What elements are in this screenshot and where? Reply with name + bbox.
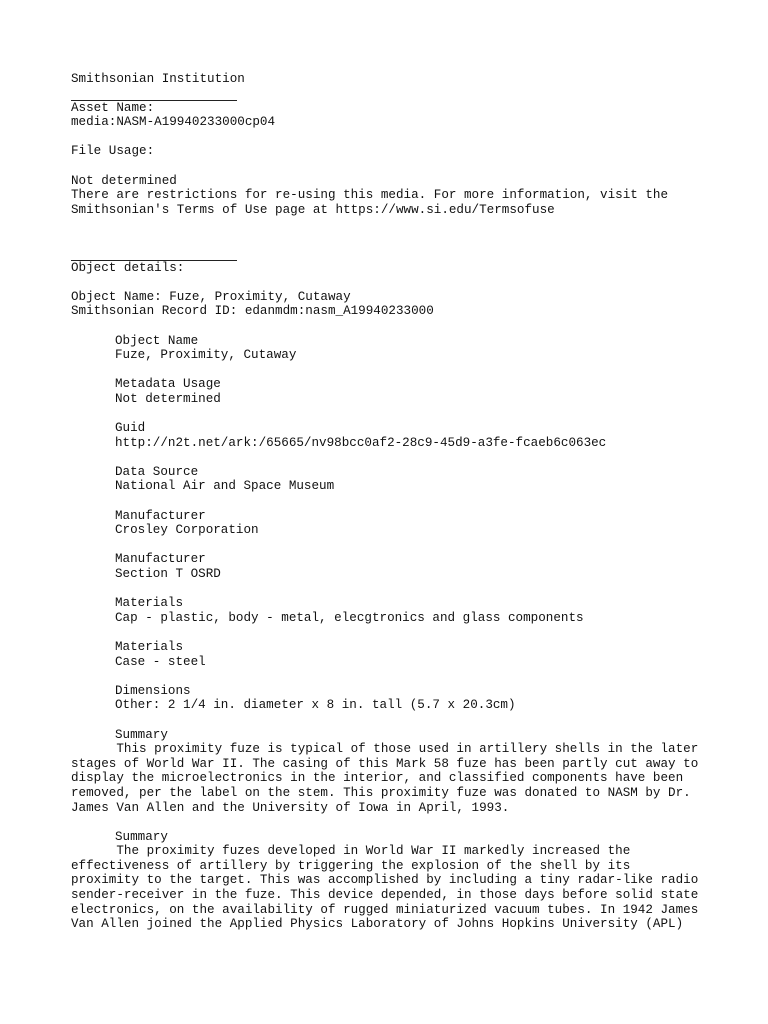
summary-line: removed, per the label on the stem. This proximity fuze was donated to NASM by Dr. [71,785,691,800]
summary-line: effectiveness of artillery by triggering the explosion of the shell by its [71,858,631,873]
field-value: Case - steel [115,654,206,669]
field-value: Cap - plastic, body - metal, elecgtronics and glass components [115,610,584,625]
object-details-heading: Object details: [71,260,185,275]
field-label: Manufacturer [115,552,206,567]
summary-line: electronics, on the availability of rugged miniaturized vacuum tubes. In 1942 James [71,902,699,917]
summary-label: Summary [115,829,168,844]
file-usage-label: File Usage: [71,144,155,159]
field-value: Crosley Corporation [115,523,259,538]
field-label: Data Source [115,464,199,479]
summary-line: James Van Allen and the University of Iowa in April, 1993. [71,800,510,815]
summary-line: This proximity fuze is typical of those used in artillery shells in the later [71,742,699,757]
divider [71,247,237,261]
usage-notice-line: There are restrictions for re-using this media. For more information, visit the [71,188,669,203]
field-value: Fuze, Proximity, Cutaway [115,348,297,363]
record-id-line: Smithsonian Record ID: edanmdm:nasm_A19940233000 [71,304,434,319]
field-label: Guid [115,421,146,436]
field-label: Metadata Usage [115,377,221,392]
summary-label: Summary [115,727,168,742]
institution-title: Smithsonian Institution [71,72,245,86]
asset-name-value: media:NASM-A19940233000cp04 [71,115,276,130]
field-label: Manufacturer [115,508,206,523]
field-label: Materials [115,596,184,611]
field-value: National Air and Space Museum [115,479,335,494]
summary-line: The proximity fuzes developed in World War II markedly increased the [71,844,631,859]
summary-line: display the microelectronics in the interior, and classified components have been [71,771,684,786]
usage-notice-line: Smithsonian's Terms of Use page at https://www.si.edu/Termsofuse [71,202,555,217]
document-page [71,72,721,932]
asset-name-label: Asset Name: [71,100,155,115]
summary-line: stages of World War II. The casing of this Mark 58 fuze has been partly cut away to [71,756,699,771]
field-label: Object Name [115,333,199,348]
field-value: http://n2t.net/ark:/65665/nv98bcc0af2-28c9-45d9-a3fe-fcaeb6c063ec [115,435,607,450]
metadata-fields [71,334,721,743]
divider [71,87,237,101]
object-name-line: Object Name: Fuze, Proximity, Cutaway [71,289,351,304]
field-label: Dimensions [115,683,191,698]
summary-line: proximity to the target. This was accomplished by including a tiny radar-like radio [71,873,699,888]
summary-line: Van Allen joined the Applied Physics Laboratory of Johns Hopkins University (APL) [71,917,684,932]
field-label: Materials [115,639,184,654]
summary-line: sender-receiver in the fuze. This device depended, in those days before solid state [71,888,699,903]
file-usage-value: Not determined [71,173,177,188]
field-value: Not determined [115,391,221,406]
field-value: Other: 2 1/4 in. diameter x 8 in. tall (5.7 x 20.3cm) [115,698,516,713]
field-value: Section T OSRD [115,567,221,581]
